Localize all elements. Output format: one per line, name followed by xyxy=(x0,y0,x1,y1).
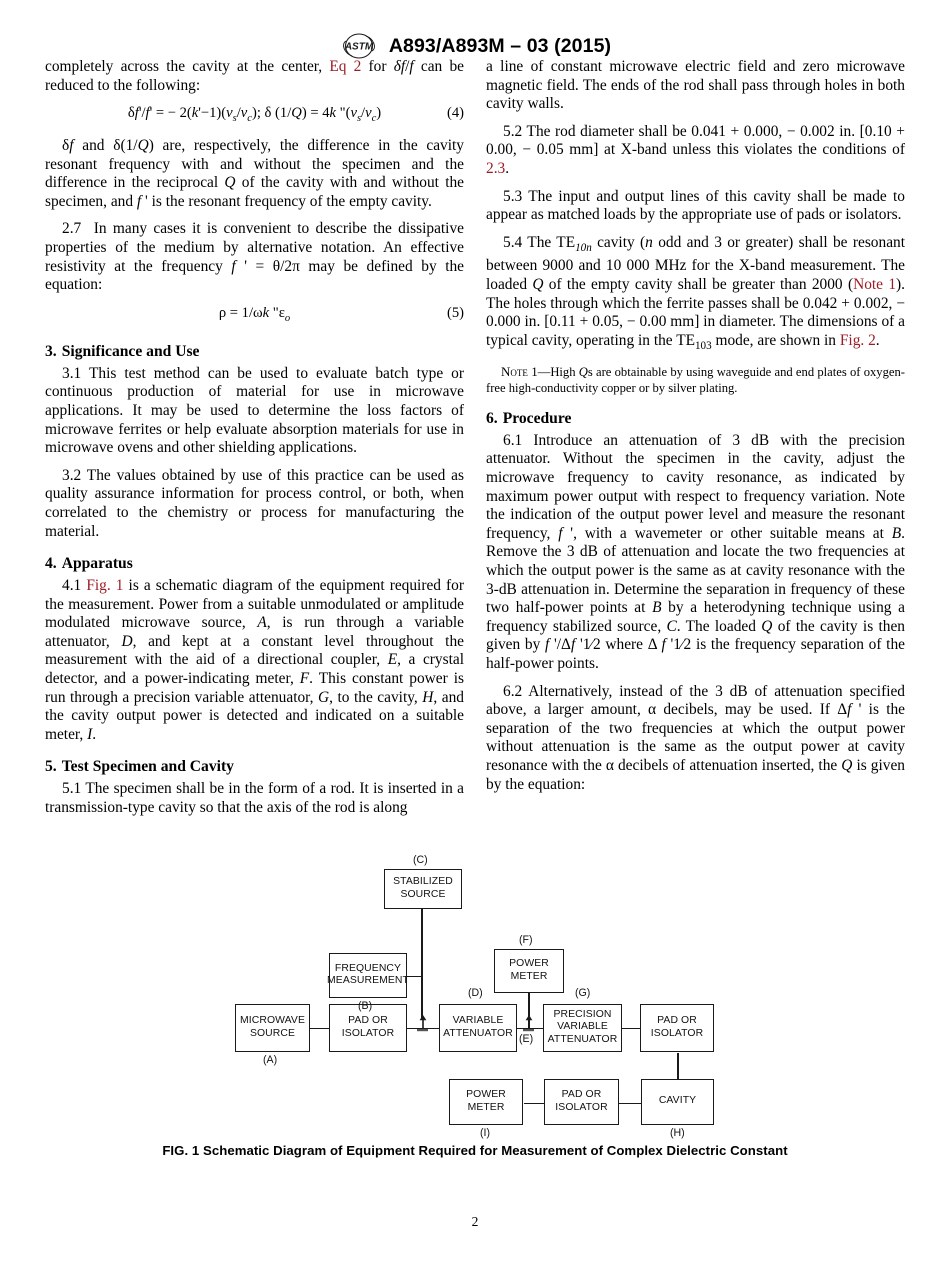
figure-label-d: (D) xyxy=(468,986,483,999)
page-title: A893/A893M – 03 (2015) xyxy=(388,34,612,57)
figure-1-canvas xyxy=(0,848,950,1158)
figure-label-a: (A) xyxy=(263,1053,278,1066)
paragraph-5-1: 5.1 The specimen shall be in the form of a rod. It is inserted in a transmission-type cavity so that the axis of the rod is along xyxy=(45,780,464,817)
equation-5 xyxy=(45,303,464,329)
note-1-label: Note 1 xyxy=(501,364,538,380)
paragraph-5-4 xyxy=(486,234,905,356)
section-5-title: Test Specimen and Cavity xyxy=(61,758,234,776)
box-line-2: VARIABLE xyxy=(557,1021,608,1033)
text-run: 5.2 The rod diameter shall be 0.041 + 0.000, − 0.002 in. [0.10 + 0.00, − 0.05 mm] at X-band unless this violates the conditions of xyxy=(486,122,905,159)
page-header xyxy=(0,0,950,57)
astm-logo-icon xyxy=(339,31,379,61)
box-line-1: PAD OR xyxy=(657,1015,697,1027)
section-heading-5 xyxy=(45,757,464,776)
box-line-1: FREQUENCY xyxy=(334,962,402,974)
box-line-2: METER xyxy=(467,1101,505,1113)
two-column-body xyxy=(0,58,950,818)
figure-label-c: (C) xyxy=(413,853,428,866)
connector-i-to-pad3 xyxy=(524,1103,544,1105)
box-line-2: ISOLATOR xyxy=(341,1027,395,1039)
text-run: for δf/f can be reduced to the following: xyxy=(45,58,464,94)
section-5-number: 5. xyxy=(45,758,57,776)
te-subscript-103: 103 xyxy=(695,339,712,352)
text-run: is a schematic diagram of the equipment required for the measurement. Power from a suitable unmodulated or amplitude modulated microwave source, A, is run through a variable attenuator, D, and kept at a constant level throughout the measurement with the aid of a directional coupler, E, a crystal detector, and a power-indicating meter, F. This constant power is run through a precision variable attenuator, G, to the cavity, H, and the cavity output power is detected and indicated on a suitable meter, I. xyxy=(45,577,465,743)
section-4-number: 4. xyxy=(45,555,57,573)
equation-4 xyxy=(45,103,464,129)
text-run: . xyxy=(505,159,510,177)
box-line-1: POWER xyxy=(466,1089,506,1101)
directional-coupler-icon-1 xyxy=(416,1015,430,1032)
figure-label-g: (G) xyxy=(575,986,591,999)
paragraph-6-2: 6.2 Alternatively, instead of the 3 dB of attenuation specified above, a larger amount, α decibels, may be used. If Δf ' is the separation of the two frequencies at which the output power without attenuation is the same as the output power at cavity resonance with the α decibels of attenuation inserted, the Q is given by the equation: xyxy=(486,682,905,793)
text-run: ). The holes through which the ferrite passes shall be 0.042 + 0.002, − 0.000 in. [0.11 + 0.05, − 0.00 mm] in diameter. The dimensions of a typical cavity, operating in the TE xyxy=(486,276,905,349)
svg-text:ASTM: ASTM xyxy=(344,41,374,53)
figure-box-pad-or-isolator-2[interactable] xyxy=(640,1004,714,1052)
text-run: cavity (n odd and 3 or greater) shall be resonant between 9000 and 10 000 MHz for the X-band measurement. The loaded Q of the empty cavity shall be greater than 2000 ( xyxy=(486,233,905,294)
paragraph-6-1: 6.1 Introduce an attenuation of 3 dB with the precision attenuator. Without the specimen in the cavity, adjust the microwave frequency to cavity resonance, as indicated by maximum power output with respect to frequency variation. Note the indication of the output power level and measure the resonant frequency, f ', with a wavemeter or other suitable means at B. Remove the 3 dB of attenuation and locate the two frequencies at which the output power is the same as at cavity resonance with the 3-dB attenuation in. Determine the separation in frequency of these two half-power points at B by a heterodyning technique using a frequency stabilized source, C. The loaded Q of the cavity is then given by f '/Δf '1⁄2 where Δ f '1⁄2 is the frequency separation of the half-power points. xyxy=(486,431,905,672)
box-line-2: ISOLATOR xyxy=(650,1027,704,1039)
section-3-number: 3. xyxy=(45,342,57,360)
figure-1-caption: FIG. 1 Schematic Diagram of Equipment Required for Measurement of Complex Dielectric Constant xyxy=(162,1142,788,1158)
section-heading-3 xyxy=(45,342,464,361)
link-fig-1[interactable]: Fig. 1 xyxy=(86,577,124,595)
paragraph-2-7: 2.7 In many cases it is convenient to describe the dissipative properties of the medium by alternative notation. An effective resistivity at the frequency f ' = θ/2π may be defined by the equation: xyxy=(45,220,465,294)
figure-label-e: (E) xyxy=(519,1032,534,1045)
figure-label-h: (H) xyxy=(670,1126,685,1139)
box-line-2: MEASUREMENT xyxy=(327,975,409,987)
box-line-1: PAD OR xyxy=(561,1089,602,1101)
box-line-2: SOURCE xyxy=(249,1027,296,1039)
box-line-3: ATTENUATOR xyxy=(547,1033,618,1045)
figure-label-i: (I) xyxy=(480,1126,490,1139)
paragraph-delta-f: δf and δ(1/Q) are, respectively, the difference in the cavity resonant frequency with and without the specimen and the difference in the reciprocal Q of the cavity with and without the specimen, and f ' is the resonant frequency of the empty cavity. xyxy=(45,137,465,210)
paragraph-4-1 xyxy=(45,577,464,744)
equation-5-body: ρ = 1/ωk "$\varepsilon_o$ xyxy=(218,304,291,324)
directional-coupler-icon-2 xyxy=(522,1015,536,1032)
figure-box-variable-attenuator[interactable] xyxy=(439,1004,517,1052)
equation-4-body: δf'/f' = − $2(k'-1)(v_s/v_c)$; δ (1/Q) = 4k "$(v_s/v_c)$ xyxy=(127,105,382,125)
figure-label-b: (B) xyxy=(358,999,373,1012)
link-eq-2[interactable]: Eq 2 xyxy=(329,58,362,75)
section-6-number: 6. xyxy=(486,409,498,427)
equation-5-number: (5) xyxy=(446,304,464,321)
box-line-1: VARIABLE xyxy=(452,1015,504,1027)
text-run: mode, are shown in xyxy=(711,331,840,349)
paragraph-5-1-cont: a line of constant microwave electric field and zero microwave magnetic field. The ends of the rod shall pass through holes in both cavity walls. xyxy=(486,58,905,113)
box-line-1: POWER xyxy=(509,958,549,970)
connector-b-to-c-line xyxy=(407,976,422,978)
link-fig-2[interactable]: Fig. 2 xyxy=(839,331,876,349)
page-number: 2 xyxy=(471,1214,479,1229)
connector-a-to-pad1 xyxy=(309,1028,329,1030)
link-note-1[interactable]: Note 1 xyxy=(853,276,897,294)
figure-box-pad-or-isolator-3[interactable] xyxy=(544,1079,619,1125)
paragraph-eq2-intro xyxy=(45,58,464,95)
figure-1-region xyxy=(0,848,950,1158)
connector-pad3-to-cavity xyxy=(619,1103,641,1105)
text-run: 5.4 The TE xyxy=(503,233,576,251)
figure-box-microwave-source[interactable] xyxy=(235,1004,310,1052)
link-section-2-3[interactable]: 2.3 xyxy=(486,159,506,177)
section-4-title: Apparatus xyxy=(61,555,133,573)
box-line-1: PRECISION xyxy=(553,1008,612,1020)
paragraph-5-3: 5.3 The input and output lines of this cavity shall be made to appear as matched loads by the appropriate use of pads or isolators. xyxy=(486,187,905,224)
section-6-title: Procedure xyxy=(502,409,572,427)
box-line-2: ISOLATOR xyxy=(555,1101,608,1113)
figure-box-stabilized-source[interactable] xyxy=(384,869,462,909)
section-3-title: Significance and Use xyxy=(61,342,200,360)
paragraph-5-2 xyxy=(486,123,905,179)
box-line-1: PAD OR xyxy=(348,1015,388,1027)
equation-4-number: (4) xyxy=(446,105,464,122)
box-line-1: STABILIZED xyxy=(393,876,453,888)
text-run: 4.1 xyxy=(62,577,87,595)
paragraph-3-1: 3.1 This test method can be used to evaluate batch type or continuous production of material for use in microwave applications. It may be used to determine the loss factors of microwave ferrites or help evaluate absorption materials for use in microwave ovens and other shielding applications. xyxy=(45,364,464,457)
paragraph-3-2: 3.2 The values obtained by use of this practice can be used as quality assurance information for process control, or both, when correlated to the chemistry or process for manufacturing the material. xyxy=(45,466,464,540)
section-heading-6 xyxy=(486,409,905,428)
connector-g-to-pad2 xyxy=(622,1028,640,1030)
box-line-1: MICROWAVE xyxy=(240,1015,305,1027)
note-1 xyxy=(486,364,905,395)
figure-box-power-meter-f[interactable] xyxy=(494,949,564,993)
box-line-2: METER xyxy=(510,970,548,982)
figure-label-f: (F) xyxy=(519,933,533,946)
text-run: . xyxy=(875,331,880,349)
right-column xyxy=(486,58,905,818)
figure-box-frequency-measurement[interactable] xyxy=(329,953,407,998)
note-1-text: —High Qs are obtainable by using waveguide and end plates of oxygen-free high-conductivity copper or by silver plating. xyxy=(486,365,905,395)
left-column xyxy=(45,58,464,818)
box-line-2: SOURCE xyxy=(400,888,446,900)
box-line-1: CAVITY xyxy=(658,1095,697,1107)
connector-c-to-main xyxy=(421,908,423,1020)
te-subscript-10n: 10n xyxy=(575,241,592,254)
text-run: completely across the cavity at the center, xyxy=(45,58,330,75)
figure-box-power-meter-i[interactable] xyxy=(449,1079,523,1125)
box-line-2: ATTENUATOR xyxy=(443,1027,513,1039)
figure-box-cavity[interactable] xyxy=(641,1079,714,1125)
figure-box-precision-variable-attenuator[interactable] xyxy=(543,1004,622,1052)
section-heading-4 xyxy=(45,554,464,573)
